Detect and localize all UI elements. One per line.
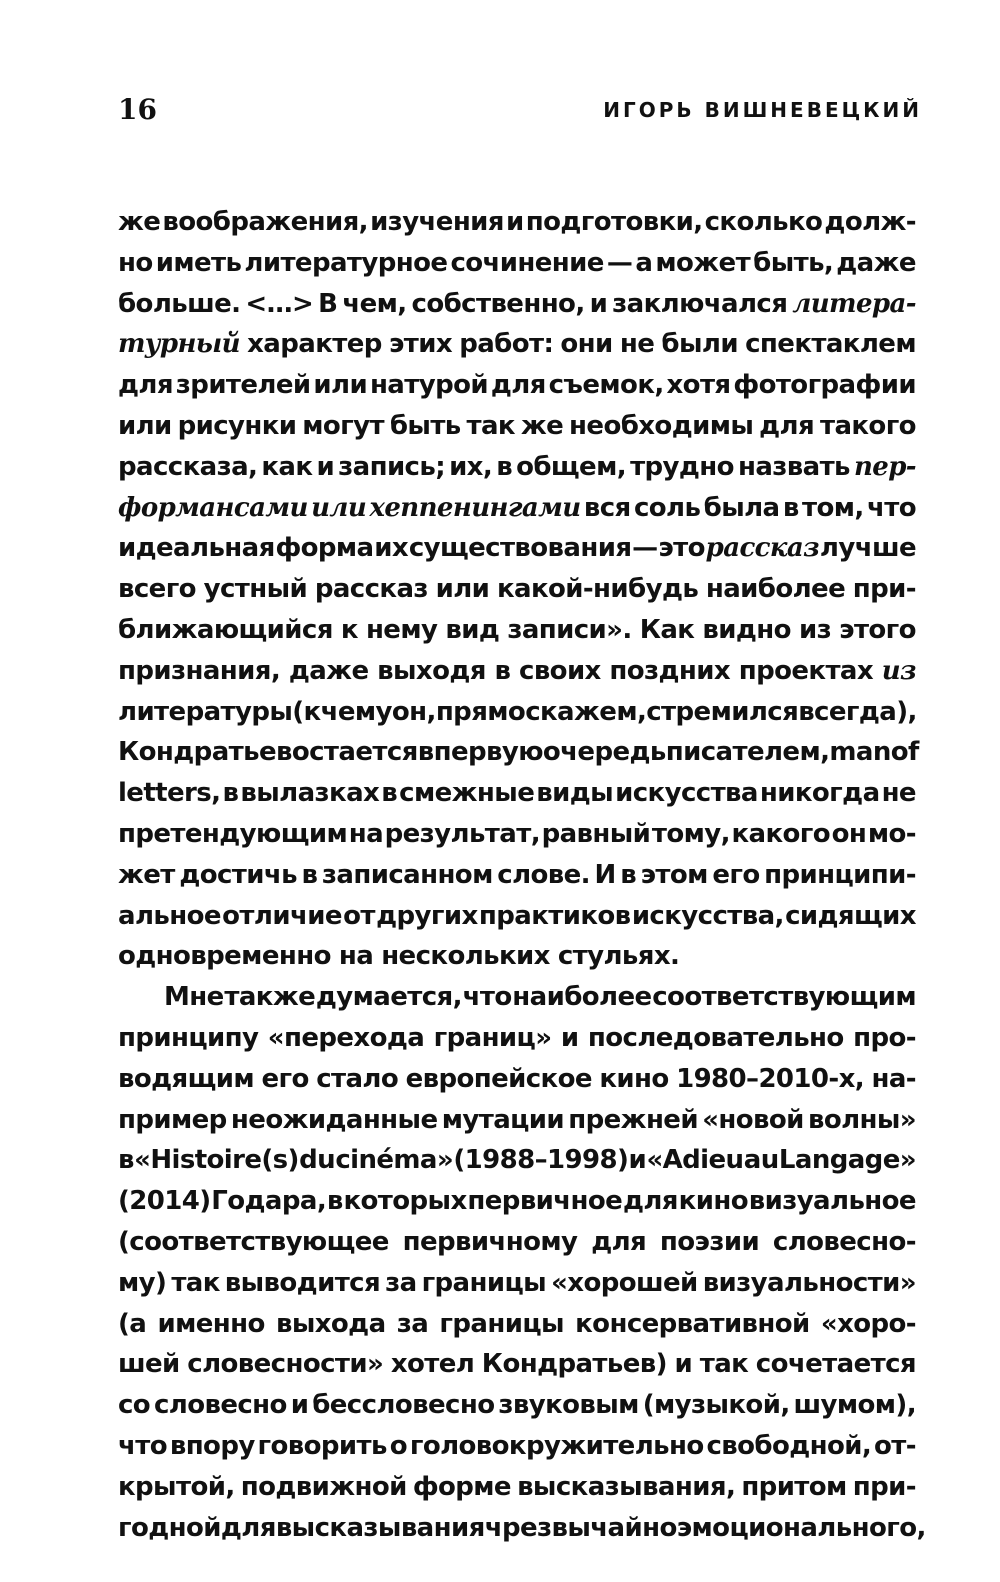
word: прежней bbox=[568, 1104, 698, 1135]
word: даже bbox=[288, 655, 369, 686]
word: про- bbox=[853, 1022, 916, 1053]
word: претендующим bbox=[118, 818, 348, 849]
word: и bbox=[316, 451, 335, 482]
word: для bbox=[759, 410, 815, 441]
word: Мне bbox=[164, 982, 224, 1013]
word: в bbox=[222, 778, 239, 809]
word: одновременно bbox=[118, 941, 331, 972]
word: чрезвычайно bbox=[484, 1512, 677, 1543]
word: записи». bbox=[507, 614, 632, 645]
word: долж- bbox=[824, 207, 916, 237]
word: letters, bbox=[118, 778, 221, 809]
word: от bbox=[343, 900, 375, 931]
word: литературное bbox=[244, 247, 448, 278]
word: от- bbox=[874, 1430, 916, 1461]
word: так bbox=[171, 1267, 220, 1298]
word: наиболее bbox=[705, 574, 846, 605]
word: (к bbox=[292, 696, 321, 727]
word: были bbox=[661, 329, 738, 360]
word: му) bbox=[118, 1267, 167, 1298]
word: литературы bbox=[118, 696, 293, 727]
word: смежные bbox=[399, 778, 535, 809]
word: — bbox=[632, 533, 658, 564]
word: сочинение bbox=[450, 247, 604, 278]
text-line bbox=[118, 855, 916, 896]
word: необходимы bbox=[569, 410, 754, 441]
word: на bbox=[348, 818, 384, 849]
word: зрителей bbox=[175, 370, 311, 401]
word: их bbox=[374, 533, 409, 564]
text-line bbox=[118, 1467, 916, 1508]
text-line bbox=[118, 814, 916, 855]
word: хотел bbox=[390, 1349, 475, 1380]
word: практиков bbox=[478, 900, 631, 931]
word: подготовки, bbox=[525, 207, 703, 237]
text-line bbox=[118, 1263, 916, 1304]
word: больше. bbox=[118, 288, 241, 319]
word: сочетается bbox=[755, 1349, 916, 1380]
word: мутации bbox=[441, 1104, 565, 1135]
word: выводится bbox=[224, 1267, 381, 1298]
word: первичному bbox=[402, 1226, 578, 1257]
word: поздних bbox=[609, 655, 731, 686]
word: говорить bbox=[257, 1430, 387, 1461]
word: достичь bbox=[179, 859, 297, 890]
word: для bbox=[490, 370, 546, 401]
text-line bbox=[118, 1140, 916, 1181]
word: бессловесно bbox=[312, 1390, 495, 1421]
word: (соответствующее bbox=[118, 1226, 389, 1257]
word: шей bbox=[118, 1349, 180, 1380]
word: остается bbox=[291, 737, 418, 768]
word: вся bbox=[583, 492, 631, 523]
word: к bbox=[340, 614, 358, 645]
word: «Histoire(s) bbox=[134, 1145, 299, 1176]
word: же bbox=[118, 207, 161, 237]
text-line bbox=[118, 365, 916, 406]
text-line bbox=[118, 284, 916, 325]
word: сидящих bbox=[785, 900, 916, 931]
word: но bbox=[118, 247, 153, 278]
word: натурой bbox=[369, 370, 488, 401]
text-line bbox=[118, 1222, 916, 1263]
word: его bbox=[712, 859, 760, 890]
text-line bbox=[118, 732, 919, 773]
word: форме bbox=[412, 1471, 511, 1502]
word: впору bbox=[169, 1430, 255, 1461]
word: тому, bbox=[651, 818, 730, 849]
word: свободной, bbox=[706, 1430, 872, 1461]
word: нему bbox=[365, 614, 438, 645]
word: альное bbox=[118, 900, 221, 931]
italic-word: или bbox=[311, 492, 367, 523]
word: работ: bbox=[459, 329, 554, 360]
word: в bbox=[782, 492, 799, 523]
word: поэзии bbox=[659, 1226, 760, 1257]
word: о bbox=[389, 1430, 407, 1461]
word: хотя bbox=[666, 370, 731, 401]
word: в bbox=[326, 1186, 343, 1217]
word: существования bbox=[408, 533, 632, 564]
word: И bbox=[594, 859, 616, 890]
word: выхода bbox=[275, 1308, 386, 1339]
word: или bbox=[313, 370, 368, 401]
word: искусства, bbox=[631, 900, 784, 931]
word: первую bbox=[433, 737, 543, 768]
word: cinéma» bbox=[335, 1145, 454, 1176]
page-number: 16 bbox=[118, 93, 157, 126]
word: что bbox=[866, 492, 916, 523]
word: лучше bbox=[819, 533, 916, 564]
word: могут bbox=[302, 410, 384, 441]
text-line bbox=[118, 1344, 916, 1385]
word: нескольких bbox=[381, 941, 550, 972]
word: же bbox=[520, 410, 564, 441]
text-line bbox=[118, 447, 916, 488]
word: проектах bbox=[738, 655, 874, 686]
word: идеальная bbox=[118, 533, 275, 564]
word: волны» bbox=[807, 1104, 916, 1135]
word: Кондратьев) bbox=[481, 1349, 667, 1380]
word: консервативной bbox=[575, 1308, 810, 1339]
word: подвижной bbox=[240, 1471, 407, 1502]
word: в bbox=[496, 451, 513, 482]
text-line bbox=[118, 406, 916, 447]
word: равный bbox=[541, 818, 651, 849]
word: признания, bbox=[118, 655, 281, 686]
word: какого bbox=[731, 818, 831, 849]
text-line bbox=[118, 1018, 916, 1059]
word: of bbox=[890, 737, 919, 768]
text-line bbox=[118, 1385, 916, 1426]
word: писателем, bbox=[665, 737, 830, 768]
word: иметь bbox=[155, 247, 242, 278]
word: «Adieu bbox=[646, 1145, 744, 1176]
italic-word: из bbox=[881, 655, 916, 686]
word: «хоро- bbox=[820, 1308, 916, 1339]
word: это bbox=[658, 533, 705, 564]
word: притом bbox=[741, 1471, 847, 1502]
word: соль bbox=[633, 492, 701, 523]
word: au bbox=[743, 1145, 779, 1176]
word: других bbox=[376, 900, 478, 931]
word: трудно bbox=[630, 451, 734, 482]
word: последовательно bbox=[587, 1022, 844, 1053]
text-line bbox=[118, 651, 916, 692]
word: со bbox=[118, 1390, 151, 1421]
word: не bbox=[881, 778, 916, 809]
text-line bbox=[118, 773, 916, 814]
word: за bbox=[385, 1267, 417, 1298]
word: крытой, bbox=[118, 1471, 235, 1502]
word: что bbox=[118, 1430, 167, 1461]
word: и bbox=[560, 1022, 579, 1053]
word: и bbox=[628, 1145, 647, 1176]
italic-word: хеппенингами bbox=[369, 492, 581, 523]
word: (2014) bbox=[118, 1186, 211, 1217]
word: кино bbox=[599, 1063, 669, 1094]
word: или bbox=[118, 410, 172, 441]
word: том, bbox=[801, 492, 864, 523]
word: man bbox=[829, 737, 891, 768]
word: из bbox=[798, 614, 832, 645]
word: принципи- bbox=[764, 859, 916, 890]
word: Годара, bbox=[211, 1186, 327, 1217]
word: водящим bbox=[118, 1063, 255, 1094]
word: так bbox=[466, 410, 515, 441]
text-line bbox=[118, 1426, 916, 1467]
word: собственно, bbox=[411, 288, 585, 319]
word: Как bbox=[639, 614, 695, 645]
word: словесности» bbox=[187, 1349, 384, 1380]
word: годной bbox=[118, 1512, 221, 1543]
word: чем, bbox=[342, 288, 407, 319]
word: записанном bbox=[321, 859, 493, 890]
word: выходя bbox=[377, 655, 486, 686]
word: рассказа, bbox=[118, 451, 258, 482]
word: как bbox=[261, 451, 313, 482]
word: не bbox=[619, 329, 655, 360]
word: стало bbox=[316, 1063, 399, 1094]
text-line bbox=[118, 1304, 916, 1345]
word: а bbox=[635, 247, 653, 278]
word: очередь bbox=[542, 737, 666, 768]
word: быть bbox=[389, 410, 461, 441]
word: 1980–2010-х, bbox=[676, 1063, 865, 1094]
word: вылазках bbox=[240, 778, 380, 809]
word: «новой bbox=[702, 1104, 804, 1135]
word: для bbox=[118, 370, 173, 401]
word: слове. bbox=[497, 859, 590, 890]
word: этого bbox=[839, 614, 916, 645]
word: соответствующим bbox=[652, 982, 916, 1013]
word: высказывания bbox=[275, 1512, 485, 1543]
word: была bbox=[703, 492, 780, 523]
word: в bbox=[620, 859, 637, 890]
word: <…> bbox=[245, 288, 314, 319]
word: словесно bbox=[153, 1390, 287, 1421]
word: в bbox=[381, 778, 398, 809]
word: шумом), bbox=[793, 1390, 916, 1421]
word: принципу bbox=[118, 1022, 259, 1053]
word: фотографии bbox=[733, 370, 916, 401]
word: виды bbox=[536, 778, 614, 809]
word: искусства bbox=[615, 778, 758, 809]
word: устный bbox=[203, 574, 308, 605]
text-line bbox=[118, 528, 916, 569]
word: неожиданные bbox=[230, 1104, 438, 1135]
word: (1988–1998) bbox=[453, 1145, 629, 1176]
word: наиболее bbox=[512, 982, 652, 1013]
word: всего bbox=[118, 574, 196, 605]
word: и bbox=[290, 1390, 309, 1421]
word: форма bbox=[275, 533, 374, 564]
word: при- bbox=[852, 574, 916, 605]
word: он, bbox=[391, 696, 436, 727]
word: для bbox=[622, 1186, 678, 1217]
text-line bbox=[118, 610, 916, 651]
word: «перехода bbox=[267, 1022, 425, 1053]
text-line bbox=[118, 488, 916, 529]
word: заключался bbox=[612, 288, 788, 319]
italic-word: формансами bbox=[118, 492, 308, 523]
text-line bbox=[118, 324, 916, 365]
body-text bbox=[118, 202, 926, 1548]
word: так bbox=[699, 1349, 749, 1380]
word: границы bbox=[439, 1308, 564, 1339]
word: результат, bbox=[384, 818, 540, 849]
word: и bbox=[674, 1349, 693, 1380]
word: в bbox=[301, 859, 318, 890]
italic-word: литера- bbox=[792, 288, 916, 319]
word: рисунки bbox=[177, 410, 297, 441]
word: этих bbox=[388, 329, 453, 360]
word: своих bbox=[519, 655, 601, 686]
word: всегда), bbox=[798, 696, 917, 727]
word: в bbox=[118, 1145, 134, 1176]
word: общем, bbox=[516, 451, 627, 482]
word: его bbox=[261, 1063, 309, 1094]
word: видно bbox=[702, 614, 791, 645]
word: сколько bbox=[704, 207, 823, 237]
word: визуальное bbox=[748, 1186, 916, 1217]
word: границы bbox=[421, 1267, 547, 1298]
text-line bbox=[118, 896, 916, 937]
word: высказывания, bbox=[517, 1471, 736, 1502]
word: (а bbox=[118, 1308, 147, 1339]
word: В bbox=[318, 288, 338, 319]
text-line bbox=[118, 1100, 916, 1141]
word: пример bbox=[118, 1104, 227, 1135]
word: мо- bbox=[867, 818, 916, 849]
text-line bbox=[118, 977, 916, 1018]
italic-word: пер- bbox=[853, 451, 916, 482]
word: для bbox=[591, 1226, 647, 1257]
word: жет bbox=[118, 859, 175, 890]
word: именно bbox=[157, 1308, 265, 1339]
word: скажем, bbox=[525, 696, 647, 727]
running-head-author: ИГОРЬ ВИШНЕВЕЦКИЙ bbox=[603, 98, 922, 122]
word: головокружительно bbox=[409, 1430, 704, 1461]
word: (музыкой, bbox=[642, 1390, 790, 1421]
word: изучения bbox=[370, 207, 504, 237]
word: границ» bbox=[433, 1022, 552, 1053]
word: назвать bbox=[737, 451, 850, 482]
word: вид bbox=[445, 614, 500, 645]
word: для bbox=[220, 1512, 276, 1543]
word: никогда bbox=[759, 778, 880, 809]
word: воображения, bbox=[162, 207, 368, 237]
word: чему bbox=[320, 696, 392, 727]
word: или bbox=[435, 574, 490, 605]
word: кино bbox=[678, 1186, 748, 1217]
word: быть, bbox=[753, 247, 834, 278]
italic-word: турный bbox=[118, 329, 240, 360]
text-line bbox=[118, 202, 916, 243]
word: звуковым bbox=[498, 1390, 639, 1421]
word: первичное bbox=[467, 1186, 623, 1217]
word: эмоционального, bbox=[676, 1512, 926, 1543]
text-line bbox=[118, 1508, 926, 1549]
word: Кондратьев bbox=[118, 737, 292, 768]
word: европейское bbox=[405, 1063, 592, 1094]
word: они bbox=[560, 329, 613, 360]
word: и bbox=[589, 288, 608, 319]
word: в bbox=[417, 737, 434, 768]
word: в bbox=[494, 655, 511, 686]
word: отличие bbox=[222, 900, 342, 931]
word: — bbox=[606, 247, 633, 278]
word: их, bbox=[449, 451, 493, 482]
word: при- bbox=[852, 1471, 916, 1502]
word: ближающийся bbox=[118, 614, 333, 645]
word: стремился bbox=[646, 696, 799, 727]
word: за bbox=[396, 1308, 429, 1339]
word: на bbox=[338, 941, 374, 972]
word: запись; bbox=[338, 451, 446, 482]
word: такого bbox=[819, 410, 916, 441]
word: может bbox=[655, 247, 751, 278]
word: на- bbox=[871, 1063, 916, 1094]
word: которых bbox=[343, 1186, 467, 1217]
text-line bbox=[118, 1181, 916, 1222]
text-line bbox=[118, 1059, 916, 1100]
word: визуальности» bbox=[702, 1267, 916, 1298]
text-line bbox=[118, 243, 916, 284]
text-line bbox=[118, 936, 916, 977]
word: и bbox=[506, 207, 524, 237]
word: «хорошей bbox=[551, 1267, 698, 1298]
word: спектаклем bbox=[745, 329, 916, 360]
text-line bbox=[118, 692, 916, 733]
word: рассказ bbox=[314, 574, 428, 605]
italic-word: рассказ bbox=[705, 533, 820, 564]
word: какой-нибудь bbox=[496, 574, 699, 605]
word: он bbox=[831, 818, 867, 849]
word: стульях. bbox=[557, 941, 680, 972]
word: даже bbox=[836, 247, 916, 278]
text-line bbox=[118, 569, 916, 610]
word: также bbox=[224, 982, 316, 1013]
word: съемок, bbox=[548, 370, 664, 401]
word: думается, bbox=[315, 982, 462, 1013]
word: прямо bbox=[435, 696, 526, 727]
word: du bbox=[299, 1145, 336, 1176]
word: что bbox=[462, 982, 512, 1013]
word: характер bbox=[247, 329, 382, 360]
word: Langage» bbox=[778, 1145, 916, 1176]
word: словесно- bbox=[772, 1226, 916, 1257]
word: этом bbox=[640, 859, 708, 890]
